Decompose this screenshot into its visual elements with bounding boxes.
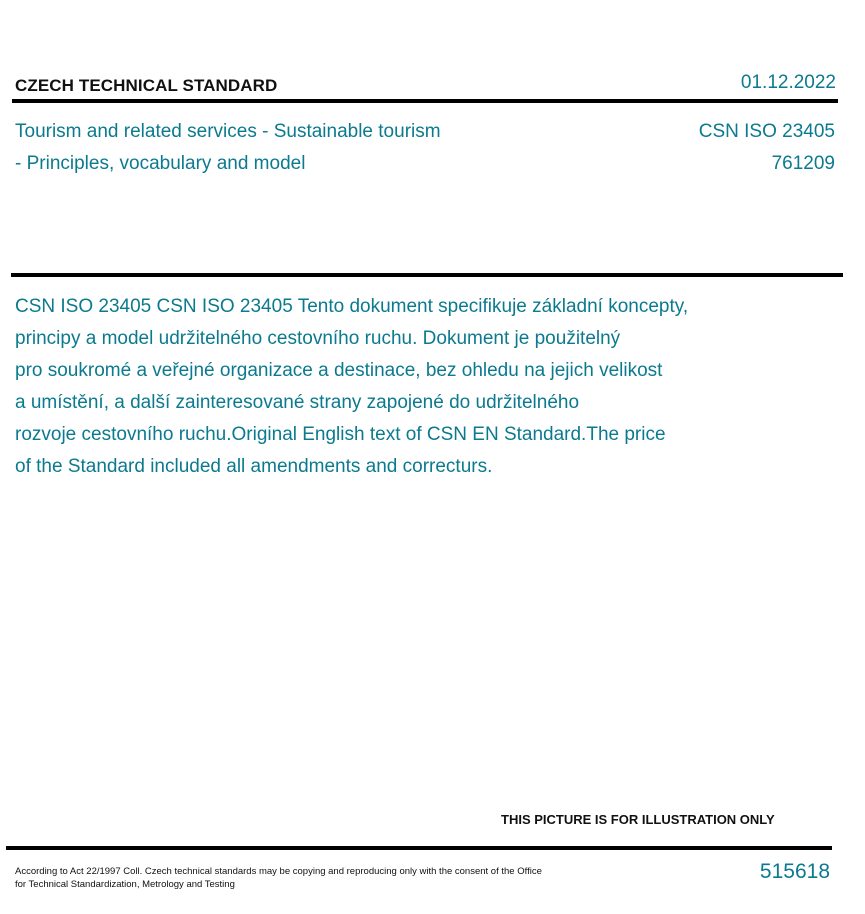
legal-notice-line-2: for Technical Standardization, Metrology and Testing — [15, 879, 235, 890]
standard-description — [15, 291, 688, 483]
middle-divider — [11, 273, 843, 277]
description-line: principy a model udržitelného cestovního ruchu. Dokument je použitelný — [15, 328, 621, 349]
bottom-divider — [6, 846, 832, 850]
description-line: pro soukromé a veřejné organizace a destinace, bez ohledu na jejich velikost — [15, 360, 663, 381]
description-line: rozvoje cestovního ruchu.Original English text of CSN EN Standard.The price — [15, 424, 666, 445]
legal-notice — [15, 865, 542, 891]
publication-date: 01.12.2022 — [740, 72, 836, 93]
top-divider — [12, 99, 838, 103]
standard-title — [15, 116, 515, 180]
standard-title-line-2: - Principles, vocabulary and model — [15, 153, 306, 174]
classification-number: 761209 — [771, 153, 835, 174]
document-type-label: CZECH TECHNICAL STANDARD — [15, 76, 278, 95]
standard-number: CSN ISO 23405 — [698, 121, 835, 142]
description-line: a umístění, a další zainteresované strany zapojené do udržitelného — [15, 392, 580, 413]
description-line: CSN ISO 23405 CSN ISO 23405 Tento dokument specifikuje základní koncepty, — [15, 296, 689, 317]
description-line: of the Standard included all amendments and correcturs. — [15, 456, 493, 477]
standard-title-line-1: Tourism and related services - Sustainable tourism — [15, 121, 441, 142]
standard-codes — [699, 116, 835, 180]
legal-notice-line-1: According to Act 22/1997 Coll. Czech technical standards may be copying and reproducing only with the consent of the Office — [15, 866, 542, 877]
illustration-notice: THIS PICTURE IS FOR ILLUSTRATION ONLY — [501, 812, 775, 827]
document-id: 515618 — [759, 860, 830, 883]
